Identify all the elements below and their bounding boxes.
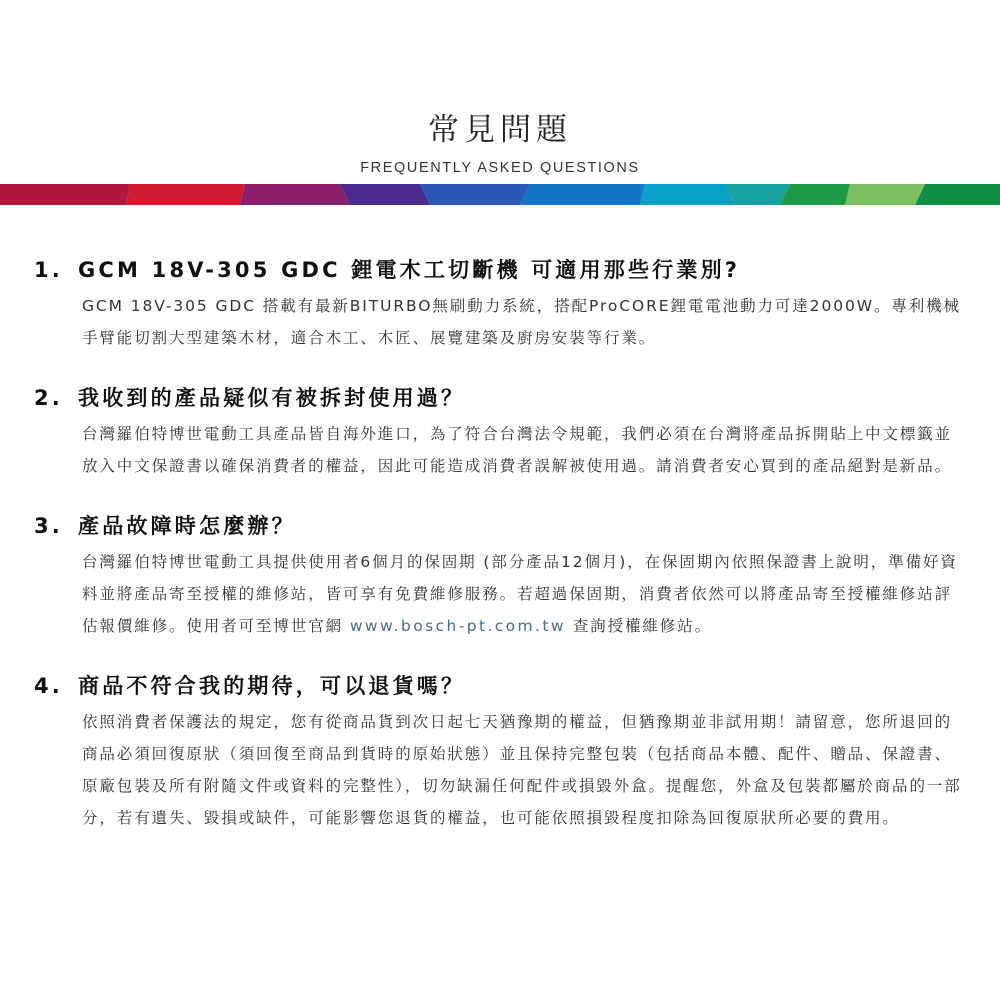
question-text: 我收到的產品疑似有被拆封使用過？ xyxy=(78,386,466,410)
color-band-segment xyxy=(640,184,735,205)
website-link[interactable]: www.bosch-pt.com.tw xyxy=(349,617,566,635)
color-band-segment xyxy=(725,184,790,205)
question-text: GCM 18V-305 GDC 鋰電木工切斷機 可適用那些行業別? xyxy=(78,258,741,282)
faq-list xyxy=(34,250,969,858)
color-band-segment xyxy=(340,184,430,205)
faq-item-3 xyxy=(34,506,969,642)
faq-answer: 台灣羅伯特博世電動工具產品皆自海外進口，為了符合台灣法令規範，我們必須在台灣將產品拆開貼上中文標籤並放入中文保證書以確保消費者的權益，因此可能造成消費者誤解被使用過。請消費者安心買到的產品絕對是新品。 xyxy=(82,425,953,475)
faq-answer xyxy=(82,546,969,642)
faq-answer: 依照消費者保護法的規定，您有從商品貨到次日起七天猶豫期的權益，但猶豫期並非試用期！請留意，您所退回的商品必須回復原狀（須回復至商品到貨時的原始狀態）並且保持完整包裝（包括商品本體、配件、贈品、保證書、原廠包裝及所有附隨文件或資料的完整性），切勿缺漏任何配件或損毀外盒。提醒您，外盒及包裝都屬於商品的一部分，若有遺失、毀損或缺件，可能影響您退貨的權益，也可能依照損毀程度扣除為回復原狀所必要的費用。 xyxy=(82,713,962,827)
faq-item-4 xyxy=(34,666,969,834)
faq-question xyxy=(34,378,969,418)
color-band-segment xyxy=(420,184,530,205)
color-band-segment xyxy=(0,184,130,205)
color-band-segment xyxy=(520,184,645,205)
question-text: 商品不符合我的期待，可以退貨嗎？ xyxy=(78,674,466,698)
question-number: 4. xyxy=(34,674,63,698)
color-band-segment xyxy=(915,184,1000,205)
faq-question xyxy=(34,506,969,546)
page-subtitle: FREQUENTLY ASKED QUESTIONS xyxy=(360,160,640,176)
faq-question xyxy=(34,250,969,290)
question-number: 3. xyxy=(34,514,63,538)
color-band-segment xyxy=(845,184,925,205)
faq-question xyxy=(34,666,969,706)
color-band-segment xyxy=(126,184,245,205)
question-text: 產品故障時怎麼辦？ xyxy=(78,514,296,538)
page-title: 常見問題 xyxy=(428,112,572,148)
page-header xyxy=(0,108,1000,176)
faq-item-2 xyxy=(34,378,969,482)
color-band xyxy=(0,184,1000,205)
answer-text: 查詢授權維修站。 xyxy=(565,617,712,635)
faq-answer: GCM 18V-305 GDC 搭載有最新BITURBO無刷動力系統，搭配ProCORE鋰電電池動力可達2000W。專利機械手臂能切割大型建築木材，適合木工、木匠、展覽建築及廚房安裝等行業。 xyxy=(82,297,961,347)
color-band-segment xyxy=(240,184,350,205)
question-number: 2. xyxy=(34,386,63,410)
color-band-segment xyxy=(780,184,850,205)
question-number: 1. xyxy=(34,258,63,282)
faq-item-1 xyxy=(34,250,969,354)
answer-text: 台灣羅伯特博世電動工具提供使用者6個月的保固期 (部分產品12個月)，在保固期內依照保證書上說明，準備好資料並將產品寄至授權的維修站，皆可享有免費維修服務。若超過保固期，消費者依然可以將產品寄至授權維修站評估報價維修。使用者可至博世官網 xyxy=(82,553,958,635)
